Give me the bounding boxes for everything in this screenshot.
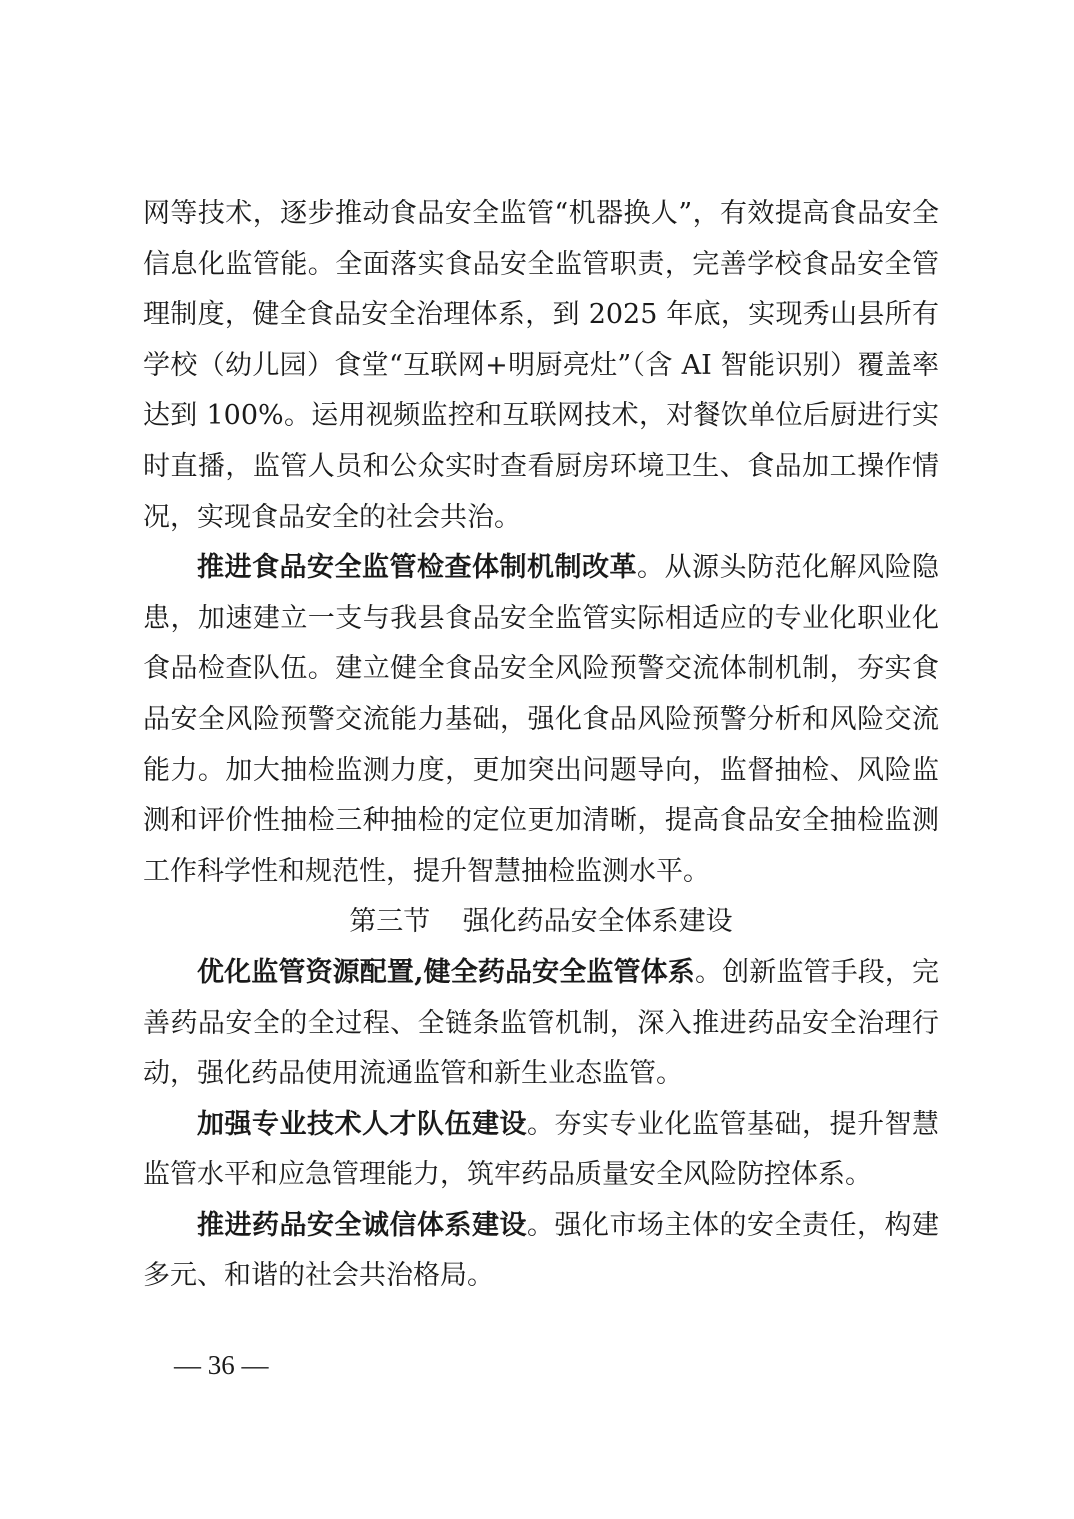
paragraph-talent-team: [143, 1100, 939, 1201]
paragraph-inspection-reform: [143, 543, 939, 897]
paragraph-drug-supervision: [143, 948, 939, 1100]
paragraph-text: 。夯实专业化监管基础，提升智慧监管水平和应急管理能力，筑牢药品质量安全风险防控体系。: [143, 1108, 939, 1191]
section-number: 第三节: [349, 906, 431, 938]
page-body: [143, 189, 939, 1302]
paragraph-text: 网等技术，逐步推动食品安全监管“机器换人”，有效提高食品安全信息化监管能。全面落实食品安全监管职责，完善学校食品安全管理制度，健全食品安全治理体系，到 2025 年底，实现秀山县所有学校（幼儿园）食堂“互联网+明厨亮灶”（含 AI 智能识别）覆盖率达到 100%。运用视频监控和互联网技术，对餐饮单位后厨进行实时直播，监管人员和公众实时查看厨房环境卫生、食品加工操作情况，实现食品安全的社会共治。: [143, 198, 939, 533]
page-number: — 36 —: [174, 1350, 269, 1380]
section-title: 强化药品安全体系建设: [462, 906, 733, 938]
section-heading: [143, 897, 939, 948]
paragraph-lead: 推进药品安全诚信体系建设: [197, 1209, 527, 1241]
paragraph-lead: 优化监管资源配置,健全药品安全监管体系: [197, 956, 695, 988]
paragraph-credit-system: [143, 1201, 939, 1302]
paragraph-continued: [143, 189, 939, 543]
paragraph-text: 。创新监管手段，完善药品安全的全过程、全链条监管机制，深入推进药品安全治理行动，强化药品使用流通监管和新生业态监管。: [143, 956, 940, 1090]
paragraph-lead: 加强专业技术人才队伍建设: [197, 1108, 527, 1140]
paragraph-text: 。强化市场主体的安全责任，构建多元、和谐的社会共治格局。: [143, 1209, 939, 1292]
paragraph-lead: 推进食品安全监管检查体制机制改革: [197, 552, 637, 584]
paragraph-text: 。从源头防范化解风险隐患，加速建立一支与我县食品安全监管实际相适应的专业化职业化食品检查队伍。建立健全食品安全风险预警交流体制机制，夯实食品安全风险预警交流能力基础，强化食品风险预警分析和风险交流能力。加大抽检监测力度，更加突出问题导向，监督抽检、风险监测和评价性抽检三种抽检的定位更加清晰，提高食品安全抽检监测工作科学性和规范性，提升智慧抽检监测水平。: [143, 552, 939, 887]
